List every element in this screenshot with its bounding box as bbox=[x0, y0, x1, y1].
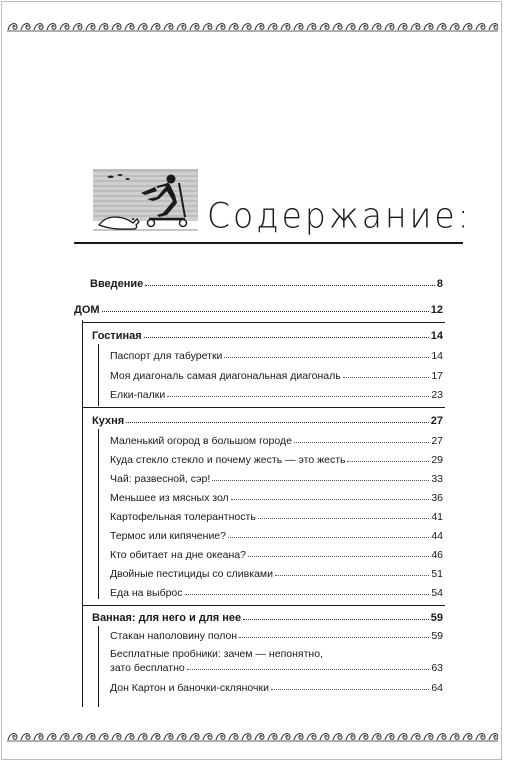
toc-page-number: 23 bbox=[431, 389, 443, 401]
runner-with-scooter-illustration bbox=[93, 169, 198, 237]
toc-page-number: 41 bbox=[431, 511, 443, 523]
toc-label: Кухня bbox=[92, 415, 125, 427]
dot-leader bbox=[212, 480, 429, 481]
decorative-wave-border-bottom bbox=[7, 730, 498, 744]
toc-page-number: 14 bbox=[430, 330, 443, 342]
toc-page-number: 54 bbox=[431, 587, 443, 599]
toc-item[interactable] bbox=[110, 662, 443, 674]
toc-page-number: 29 bbox=[431, 454, 443, 466]
toc-entry-intro[interactable] bbox=[90, 278, 443, 290]
section-vertical-line bbox=[82, 320, 83, 707]
toc-item[interactable] bbox=[110, 473, 443, 485]
toc-page-number: 14 bbox=[431, 350, 443, 362]
dot-leader bbox=[248, 556, 429, 557]
toc-label: Гостиная bbox=[92, 330, 142, 342]
section-separator bbox=[82, 407, 445, 408]
decorative-wave-border-top bbox=[7, 20, 498, 34]
toc-item[interactable] bbox=[110, 568, 443, 580]
dot-leader bbox=[228, 537, 429, 538]
toc-page-number: 33 bbox=[431, 473, 443, 485]
toc-label: Бесплатные пробники: зачем — непонятно, bbox=[110, 648, 323, 660]
toc-label: Термос или кипячение? bbox=[110, 530, 226, 542]
toc-item-line1[interactable] bbox=[110, 648, 443, 660]
subsection-vertical-line bbox=[98, 626, 99, 707]
toc-label: Еда на выброс bbox=[110, 587, 183, 599]
toc-label: Ванная: для него и для нее bbox=[92, 612, 242, 624]
toc-item[interactable] bbox=[110, 389, 443, 401]
section-separator bbox=[82, 605, 445, 606]
dot-leader bbox=[239, 637, 429, 638]
toc-label: Куда стекло стекло и почему жесть — это жесть bbox=[110, 454, 346, 466]
toc-label-line2: зато бесплатно bbox=[110, 662, 185, 674]
title-rule bbox=[74, 242, 463, 244]
dot-leader bbox=[187, 669, 430, 670]
dot-leader bbox=[102, 311, 429, 312]
dot-leader bbox=[343, 377, 430, 378]
toc-label: Маленький огород в большом городе bbox=[110, 435, 292, 447]
page-title: Содержание: bbox=[207, 195, 472, 236]
toc-page-number: 27 bbox=[431, 435, 443, 447]
dot-leader bbox=[126, 422, 429, 423]
toc-item[interactable] bbox=[110, 587, 443, 599]
toc-label: Моя диагональ самая диагональная диагональ bbox=[110, 370, 341, 382]
toc-page-number: 8 bbox=[436, 278, 443, 290]
dot-leader bbox=[271, 689, 429, 690]
dot-leader bbox=[347, 461, 429, 462]
toc-page-number: 27 bbox=[430, 415, 443, 427]
toc-page-number: 59 bbox=[430, 612, 443, 624]
dot-leader bbox=[224, 357, 429, 358]
toc-label: Картофельная толерантность bbox=[110, 511, 256, 523]
subsection-vertical-line bbox=[98, 344, 99, 406]
toc-entry-dom[interactable] bbox=[74, 304, 443, 316]
dot-leader bbox=[275, 575, 429, 576]
toc-page-number: 17 bbox=[431, 370, 443, 382]
toc-page-number: 51 bbox=[431, 568, 443, 580]
toc-label: ДОМ bbox=[74, 304, 100, 316]
dot-leader bbox=[258, 518, 430, 519]
toc-label: Стакан наполовину полон bbox=[110, 630, 238, 642]
toc-item[interactable] bbox=[110, 682, 443, 694]
toc-item[interactable] bbox=[110, 530, 443, 542]
toc-item[interactable] bbox=[110, 630, 443, 642]
dot-leader bbox=[231, 499, 430, 500]
toc-item[interactable] bbox=[110, 435, 443, 447]
toc-item[interactable] bbox=[110, 370, 443, 382]
toc-label: Дон Картон и баночки-скляночки bbox=[110, 682, 269, 694]
toc-item[interactable] bbox=[110, 454, 443, 466]
dot-leader bbox=[144, 337, 429, 338]
dot-leader bbox=[243, 619, 429, 620]
toc-label: Кто обитает на дне океана? bbox=[110, 549, 246, 561]
toc-page-number: 36 bbox=[431, 492, 443, 504]
toc-section-kuhnya[interactable] bbox=[92, 415, 443, 427]
toc-item[interactable] bbox=[110, 511, 443, 523]
toc-label: Меньшее из мясных зол bbox=[110, 492, 229, 504]
toc-page-number: 46 bbox=[431, 549, 443, 561]
dot-leader bbox=[294, 442, 429, 443]
toc-page-number: 44 bbox=[431, 530, 443, 542]
toc-label: Елки-палки bbox=[110, 389, 166, 401]
dot-leader bbox=[145, 285, 435, 286]
toc-item[interactable] bbox=[110, 350, 443, 362]
toc-label: Введение bbox=[90, 278, 144, 290]
toc-label: Паспорт для табуретки bbox=[110, 350, 223, 362]
dot-leader bbox=[185, 594, 430, 595]
toc-page-number: 63 bbox=[431, 662, 443, 674]
toc-section-gostinaya[interactable] bbox=[92, 330, 443, 342]
toc-item[interactable] bbox=[110, 549, 443, 561]
subsection-vertical-line bbox=[98, 429, 99, 599]
toc-label: Чай: развесной, сэр! bbox=[110, 473, 211, 485]
toc-page-number: 59 bbox=[431, 630, 443, 642]
section-separator bbox=[82, 322, 445, 323]
toc-item[interactable] bbox=[110, 492, 443, 504]
toc-label: Двойные пестициды со сливками bbox=[110, 568, 273, 580]
toc-page-number: 12 bbox=[430, 304, 443, 316]
dot-leader bbox=[167, 396, 429, 397]
toc-section-vannaya[interactable] bbox=[92, 612, 443, 624]
toc-page-number: 64 bbox=[431, 682, 443, 694]
